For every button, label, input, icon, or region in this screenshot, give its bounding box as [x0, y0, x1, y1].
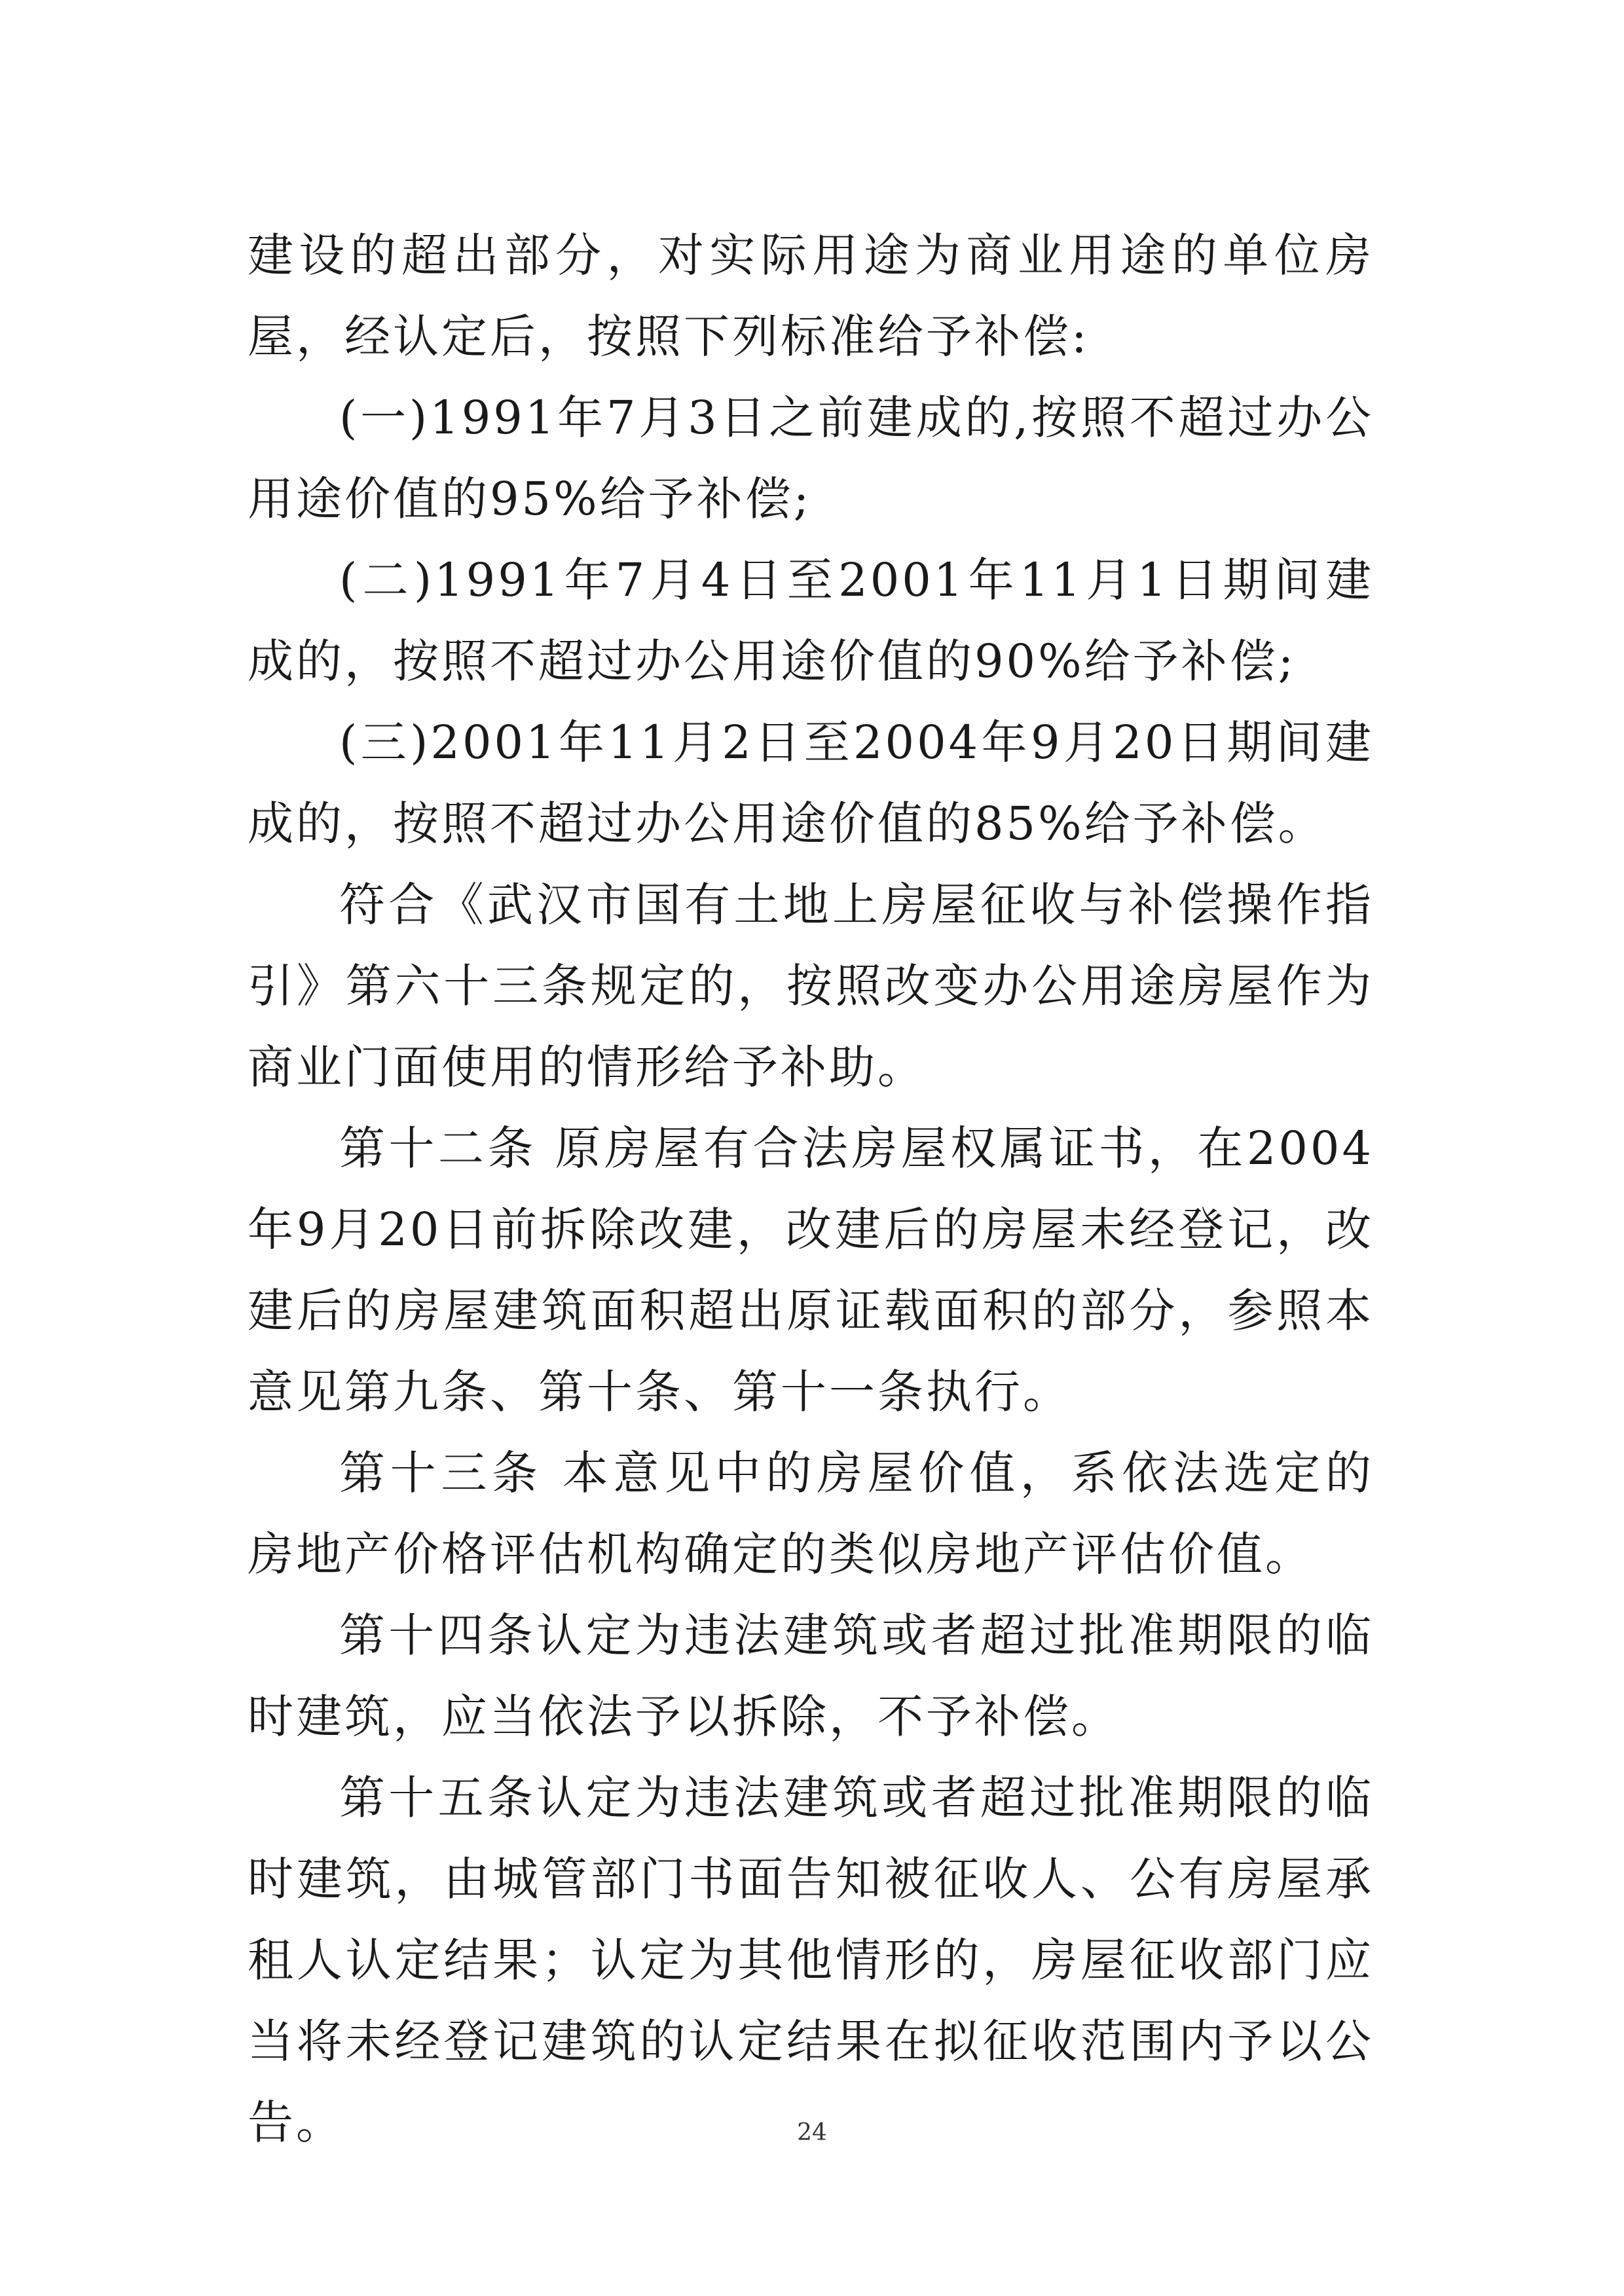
paragraph-article-14: 第十四条认定为违法建筑或者超过批准期限的临时建筑，应当依法予以拆除，不予补偿。 [248, 1609, 1374, 1743]
paragraph-continuation: 建设的超出部分，对实际用途为商业用途的单位房屋，经认定后，按照下列标准给予补偿: [248, 228, 1374, 363]
paragraph-item-2: (二)1991年7月4日至2001年11月1日期间建成的，按照不超过办公用途价值的90%给予补偿; [248, 553, 1374, 688]
document-body [248, 215, 1374, 2163]
paragraph-article-13: 第十三条 本意见中的房屋价值，系依法选定的房地产价格评估机构确定的类似房地产评估价值。 [248, 1446, 1374, 1581]
paragraph-guideline-reference: 符合《武汉市国有土地上房屋征收与补偿操作指引》第六十三条规定的，按照改变办公用途房屋作为商业门面使用的情形给予补助。 [248, 878, 1374, 1094]
paragraph-article-12: 第十二条 原房屋有合法房屋权属证书，在2004年9月20日前拆除改建，改建后的房屋未经登记，改建后的房屋建筑面积超出原证载面积的部分，参照本意见第九条、第十条、第十一条执行。 [248, 1121, 1374, 1419]
paragraph-item-1: (一)1991年7月3日之前建成的,按照不超过办公用途价值的95%给予补偿; [248, 391, 1374, 526]
paragraph-article-15: 第十五条认定为违法建筑或者超过批准期限的临时建筑，由城管部门书面告知被征收人、公有房屋承租人认定结果；认定为其他情形的，房屋征收部门应当将未经登记建筑的认定结果在拟征收范围内予以公告。 [248, 1771, 1374, 2149]
paragraph-item-3: (三)2001年11月2日至2004年9月20日期间建成的，按照不超过办公用途价值的85%给予补偿。 [248, 716, 1374, 850]
page-number: 24 [797, 2119, 827, 2146]
